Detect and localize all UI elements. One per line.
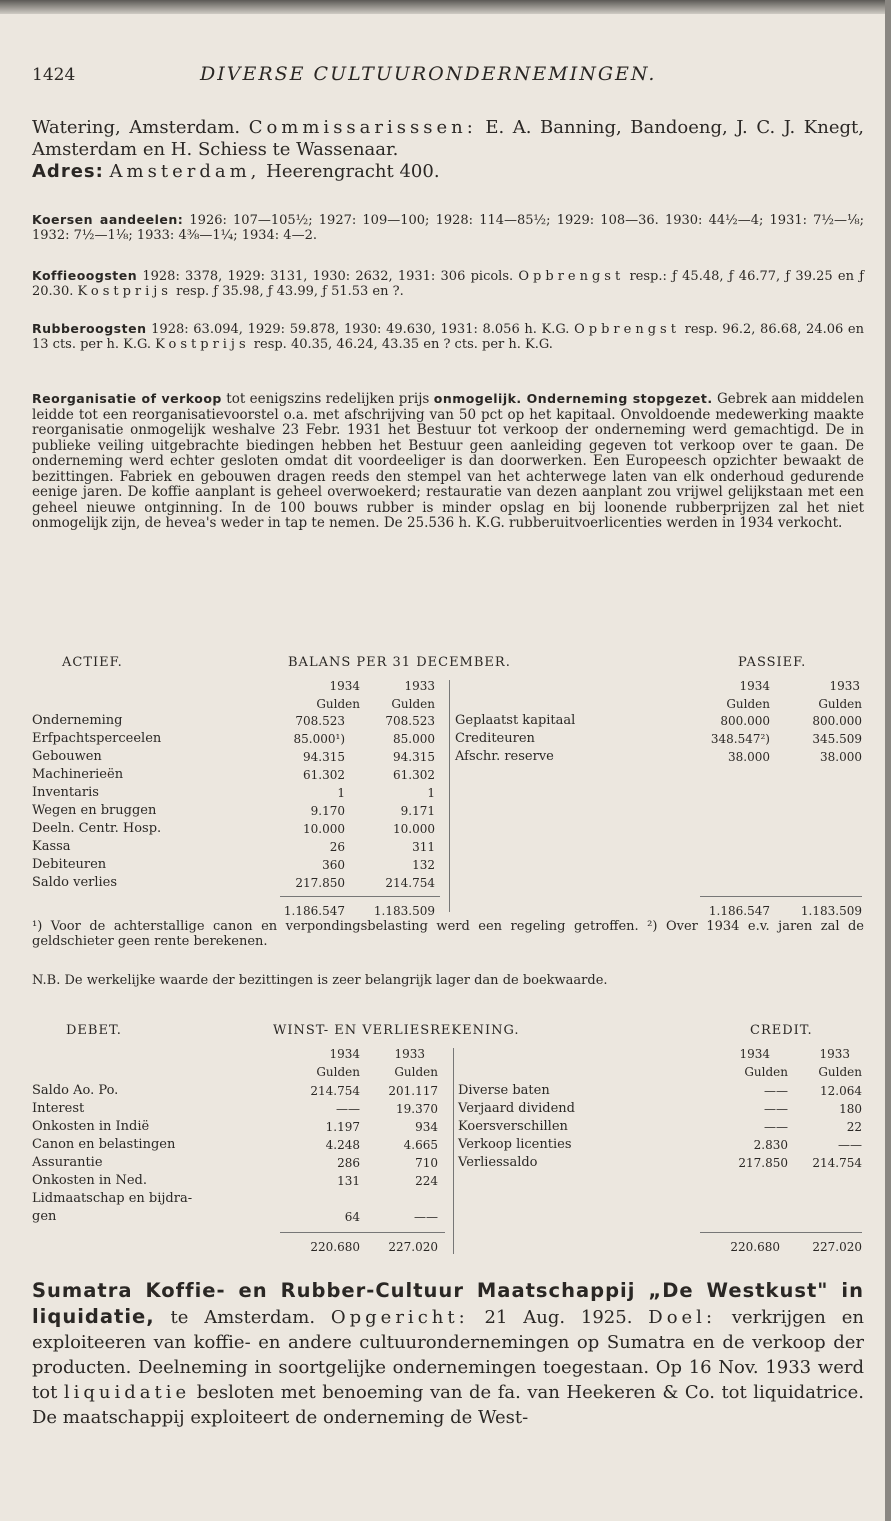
balans-footnotes: ¹) Voor de achterstallige canon en verpondingsbelasting werd een regeling getroffen. ²) Over 1934 e.v. jaren zal de geldschieter geen rente berekenen. bbox=[32, 919, 864, 949]
wv-debet-row-value-1934: 131 bbox=[337, 1174, 360, 1188]
balans-actief-row-value-1933: 85.000 bbox=[393, 732, 435, 746]
wv-debet-row-label: gen bbox=[32, 1209, 57, 1224]
wv-debet-row-label: Interest bbox=[32, 1101, 85, 1116]
wv-left-year-1934: 1934 bbox=[329, 1047, 360, 1061]
wv-right-total-rule bbox=[700, 1232, 862, 1233]
balans-left-total-1934: 1.186.547 bbox=[283, 904, 345, 918]
wv-debet-row-label: Saldo Ao. Po. bbox=[32, 1083, 119, 1098]
balans-actief-row-value-1933: 61.302 bbox=[393, 768, 435, 782]
page-number: 1424 bbox=[32, 65, 76, 85]
wv-right-cur-1: Gulden bbox=[744, 1065, 788, 1079]
balans-actief-row-value-1934: 360 bbox=[322, 858, 345, 872]
wv-right-cur-2: Gulden bbox=[818, 1065, 862, 1079]
balans-right-cur-1: Gulden bbox=[726, 697, 770, 711]
wv-credit-row-value-1934: —— bbox=[764, 1084, 788, 1098]
koersen-label: Koersen aandeelen: bbox=[32, 212, 184, 227]
balans-actief-row-value-1933: 10.000 bbox=[393, 822, 435, 836]
reorg-heading-2: onmogelijk. Onderneming stopgezet. bbox=[433, 391, 713, 406]
wv-left-total-rule bbox=[280, 1232, 445, 1233]
wv-column-divider bbox=[453, 1048, 454, 1254]
balans-left-cur-2: Gulden bbox=[391, 697, 435, 711]
balans-actief-row-value-1934: 26 bbox=[329, 840, 345, 854]
wv-debet-row-label: Lidmaatschap en bijdra- bbox=[32, 1191, 193, 1206]
reorg-text-1: tot eenigszins redelijken prijs bbox=[226, 391, 430, 407]
reorg-heading-1: Reorganisatie of verkoop bbox=[32, 391, 222, 406]
wv-debet-row-value-1933: 224 bbox=[415, 1174, 438, 1188]
wv-left-total-1933: 227.020 bbox=[388, 1240, 438, 1254]
balans-left-year-1934: 1934 bbox=[329, 679, 360, 693]
wv-credit-row-value-1933: 22 bbox=[846, 1120, 862, 1134]
wv-debet-row-value-1934: 4.248 bbox=[325, 1138, 360, 1152]
balans-actief-header: ACTIEF. bbox=[62, 655, 123, 670]
balans-actief-row-value-1933: 708.523 bbox=[385, 714, 435, 728]
balans-right-year-1934: 1934 bbox=[739, 679, 770, 693]
rubber-text: 1928: 63.094, 1929: 59.878, 1930: 49.630, 1931: 8.056 h. K.G. bbox=[151, 322, 570, 337]
balans-actief-row-label: Machinerieën bbox=[32, 767, 124, 782]
wv-credit-row-value-1933: 12.064 bbox=[820, 1084, 862, 1098]
wv-debet-row-label: Canon en belastingen bbox=[32, 1137, 176, 1152]
balans-actief-row-value-1933: 214.754 bbox=[385, 876, 435, 890]
commissarissen-label: Commissarisssen: bbox=[248, 117, 477, 138]
sumatra-liquidatie: liquidatie bbox=[63, 1382, 191, 1403]
balans-actief-row-value-1934: 94.315 bbox=[303, 750, 345, 764]
wv-debet-row-value-1934: 214.754 bbox=[310, 1084, 360, 1098]
wv-credit-row-value-1934: —— bbox=[764, 1102, 788, 1116]
balans-actief-row-value-1933: 1 bbox=[427, 786, 435, 800]
koffie-text3: resp. ƒ 35.98, ƒ 43.99, ƒ 51.53 en ?. bbox=[176, 284, 404, 299]
wv-debet-row-value-1934: —— bbox=[336, 1102, 360, 1116]
koffie-kostprijs: Kostprijs bbox=[77, 284, 172, 299]
rubber-opbrengst: Opbrengst bbox=[574, 322, 680, 337]
rubber-label: Rubberoogsten bbox=[32, 321, 147, 336]
wv-credit-row-value-1934: 2.830 bbox=[753, 1138, 788, 1152]
nb-note: N.B. De werkelijke waarde der bezittingen is zeer belangrijk lager dan de boekwaarde. bbox=[32, 973, 608, 988]
balans-actief-row-label: Wegen en bruggen bbox=[32, 803, 157, 818]
sumatra-doel-text: verkrijgen en exploiteeren van koffie- en andere cultuurondernemingen op Sumatra en de verkoop der producten. Deelneming in soortgelijke ondernemingen toegestaan. Op 16 Nov. 1933 werd tot bbox=[32, 1307, 864, 1403]
reorganisatie-paragraph bbox=[32, 391, 864, 532]
wv-credit-header: CREDIT. bbox=[750, 1023, 813, 1038]
balans-actief-row-label: Debiteuren bbox=[32, 857, 107, 872]
scan-right-edge bbox=[885, 0, 891, 1521]
balans-left-total-rule bbox=[280, 896, 440, 897]
wv-credit-row-label: Verkoop licenties bbox=[458, 1137, 572, 1152]
balans-actief-row-value-1934: 61.302 bbox=[303, 768, 345, 782]
balans-actief-row-value-1934: 85.000¹) bbox=[293, 732, 345, 746]
balans-actief-row-label: Onderneming bbox=[32, 713, 123, 728]
sumatra-opgericht-label: Opgericht: bbox=[330, 1307, 469, 1328]
balans-passief-row-label: Afschr. reserve bbox=[455, 749, 554, 764]
balans-actief-row-label: Deeln. Centr. Hosp. bbox=[32, 821, 162, 836]
koffie-text: 1928: 3378, 1929: 3131, 1930: 2632, 1931: 306 picols. bbox=[142, 269, 514, 284]
koffie-paragraph bbox=[32, 268, 864, 299]
reorg-text-2: Gebrek aan middelen leidde tot een reorganisatievoorstel o.a. met afschrijving van 50 pct op het kapitaal. Onvoldoende medewerking maakte reorganisatie onmogelijk weshalve 23 Febr. 1931 het Bestuur tot verkoop der onderneming werd gemachtigd. De in publieke veiling uitgebrachte biedingen hebben het Bestuur geen aanleiding gegeven tot verkoop over te gaan. De onderneming werd echter gesloten omdat dit voordeeliger is dan doorwerken. Een Europeesch opzichter bewaakt de bezittingen. Fabriek en gebouwen dragen reeds den stempel van het achterwege laten van elk onderhoud gedurende eenige jaren. De koffie aanplant is geheel overwoekerd; restauratie van dezen aanplant zou vrijwel gelijkstaan met een geheel nieuwe ontginning. In de 100 bouws rubber is minder opslag en bij loonende rubberprijzen zal het niet onmogelijk zijn, de hevea's weder in tap te nemen. De 25.536 h. K.G. rubberuitvoerlicenties werden in 1934 verkocht. bbox=[32, 391, 865, 531]
rubber-text2: resp. 96.2, 86.68, 24.06 en 13 cts. per h. K.G. bbox=[32, 322, 864, 352]
sumatra-location: te Amsterdam. bbox=[170, 1307, 316, 1328]
balans-actief-row-value-1934: 1 bbox=[337, 786, 345, 800]
balans-right-cur-2: Gulden bbox=[818, 697, 862, 711]
wv-debet-row-value-1934: 286 bbox=[337, 1156, 360, 1170]
wv-credit-row-label: Verjaard dividend bbox=[458, 1101, 575, 1116]
wv-right-total-1934: 220.680 bbox=[730, 1240, 780, 1254]
balans-actief-row-value-1933: 311 bbox=[412, 840, 435, 854]
adres-street: Heerengracht 400. bbox=[266, 161, 440, 182]
balans-passief-row-value-1934: 38.000 bbox=[728, 750, 770, 764]
balans-actief-row-value-1933: 132 bbox=[412, 858, 435, 872]
balans-actief-row-value-1934: 217.850 bbox=[295, 876, 345, 890]
balans-left-year-1933: 1933 bbox=[404, 679, 435, 693]
koffie-text2: resp.: ƒ 45.48, ƒ 46.77, ƒ 39.25 en ƒ 20.30. bbox=[32, 269, 864, 299]
balans-passief-row-value-1933: 38.000 bbox=[820, 750, 862, 764]
wv-debet-row-value-1933: 19.370 bbox=[396, 1102, 438, 1116]
balans-passief-row-label: Crediteuren bbox=[455, 731, 535, 746]
balans-right-total-1933: 1.183.509 bbox=[800, 904, 862, 918]
rubber-text3: resp. 40.35, 46.24, 43.35 en ? cts. per h. K.G. bbox=[253, 337, 553, 352]
balans-passief-row-value-1933: 800.000 bbox=[812, 714, 862, 728]
sumatra-doel-label: Doel: bbox=[648, 1307, 717, 1328]
wv-debet-row-label: Assurantie bbox=[32, 1155, 103, 1170]
wv-left-total-1934: 220.680 bbox=[310, 1240, 360, 1254]
balans-title: BALANS PER 31 DECEMBER. bbox=[288, 655, 511, 670]
balans-passief-row-value-1934: 348.547²) bbox=[710, 732, 770, 746]
adres-label: Adres: bbox=[32, 161, 104, 182]
adres-city: Amsterdam, bbox=[109, 161, 261, 182]
lead-location: Watering, Amsterdam. bbox=[32, 117, 241, 138]
wv-credit-row-label: Verliessaldo bbox=[458, 1155, 538, 1170]
balans-actief-row-label: Saldo verlies bbox=[32, 875, 118, 890]
wv-credit-row-value-1933: 214.754 bbox=[812, 1156, 862, 1170]
lead-paragraph bbox=[32, 117, 864, 183]
rubber-kostprijs: Kostprijs bbox=[155, 337, 250, 352]
running-head: DIVERSE CULTUURONDERNEMINGEN. bbox=[200, 63, 657, 85]
commissarissen-names: E. A. Banning, Bandoeng, J. C. J. Knegt, Amsterdam en H. Schiess te Wassenaar. bbox=[32, 117, 864, 160]
rubber-paragraph bbox=[32, 321, 864, 352]
sumatra-paragraph bbox=[32, 1278, 864, 1430]
balans-column-divider bbox=[449, 680, 450, 912]
wv-debet-row-value-1934: 64 bbox=[344, 1210, 360, 1224]
wv-debet-row-value-1933: 4.665 bbox=[403, 1138, 438, 1152]
wv-debet-row-value-1933: 201.117 bbox=[388, 1084, 438, 1098]
balans-passief-row-value-1934: 800.000 bbox=[720, 714, 770, 728]
wv-credit-row-value-1933: 180 bbox=[839, 1102, 862, 1116]
wv-left-cur-2: Gulden bbox=[394, 1065, 438, 1079]
wv-credit-row-value-1934: —— bbox=[764, 1120, 788, 1134]
balans-right-total-1934: 1.186.547 bbox=[708, 904, 770, 918]
wv-debet-row-value-1934: 1.197 bbox=[325, 1120, 360, 1134]
wv-left-cur-1: Gulden bbox=[316, 1065, 360, 1079]
balans-actief-row-label: Erfpachtsperceelen bbox=[32, 731, 162, 746]
wv-debet-row-value-1933: 710 bbox=[415, 1156, 438, 1170]
wv-right-total-1933: 227.020 bbox=[812, 1240, 862, 1254]
balans-actief-row-value-1934: 9.170 bbox=[310, 804, 345, 818]
balans-passief-row-label: Geplaatst kapitaal bbox=[455, 713, 576, 728]
wv-debet-row-label: Onkosten in Indië bbox=[32, 1119, 150, 1134]
sumatra-liquidatie-text: besloten met benoeming van de fa. van Heekeren & Co. tot liquidatrice. De maatschappij exploiteert de onderneming de West- bbox=[32, 1382, 864, 1428]
balans-actief-row-value-1933: 94.315 bbox=[393, 750, 435, 764]
balans-actief-row-label: Gebouwen bbox=[32, 749, 102, 764]
balans-right-total-rule bbox=[700, 896, 862, 897]
balans-actief-row-label: Kassa bbox=[32, 839, 71, 854]
wv-credit-row-label: Koersverschillen bbox=[458, 1119, 568, 1134]
balans-actief-row-value-1933: 9.171 bbox=[400, 804, 435, 818]
wv-debet-row-label: Onkosten in Ned. bbox=[32, 1173, 148, 1188]
balans-passief-header: PASSIEF. bbox=[738, 655, 807, 670]
wv-right-year-1934: 1934 bbox=[739, 1047, 770, 1061]
koersen-paragraph bbox=[32, 212, 864, 243]
balans-passief-row-value-1933: 345.509 bbox=[812, 732, 862, 746]
koffie-label: Koffieoogsten bbox=[32, 268, 138, 283]
scan-top-edge bbox=[0, 0, 891, 14]
sumatra-opgericht-date: 21 Aug. 1925. bbox=[484, 1307, 633, 1328]
wv-title: WINST- EN VERLIESREKENING. bbox=[273, 1023, 520, 1038]
balans-actief-row-label: Inventaris bbox=[32, 785, 99, 800]
balans-left-total-1933: 1.183.509 bbox=[373, 904, 435, 918]
wv-right-year-1933: 1933 bbox=[819, 1047, 850, 1061]
wv-debet-row-value-1933: —— bbox=[414, 1210, 438, 1224]
balans-actief-row-value-1934: 10.000 bbox=[303, 822, 345, 836]
balans-left-cur-1: Gulden bbox=[316, 697, 360, 711]
wv-debet-row-value-1933: 934 bbox=[415, 1120, 438, 1134]
wv-credit-row-label: Diverse baten bbox=[458, 1083, 550, 1098]
balans-right-year-1933: 1933 bbox=[829, 679, 860, 693]
balans-actief-row-value-1934: 708.523 bbox=[295, 714, 345, 728]
wv-credit-row-value-1933: —— bbox=[838, 1138, 862, 1152]
koersen-text: 1926: 107—105½; 1927: 109—100; 1928: 114—85½; 1929: 108—36. 1930: 44½—4; 1931: 7½—⅛; 1932: 7½—1⅛; 1933: 4⅜—1¼; 1934: 4—2. bbox=[32, 213, 865, 243]
wv-credit-row-value-1934: 217.850 bbox=[738, 1156, 788, 1170]
koffie-opbrengst: Opbrengst bbox=[518, 269, 625, 284]
wv-left-year-1933: 1933 bbox=[394, 1047, 425, 1061]
wv-debet-header: DEBET. bbox=[66, 1023, 122, 1038]
sumatra-company-name: Sumatra Koffie- en Rubber-Cultuur Maatschappij „De Westkust" in liquidatie, bbox=[32, 1279, 864, 1328]
